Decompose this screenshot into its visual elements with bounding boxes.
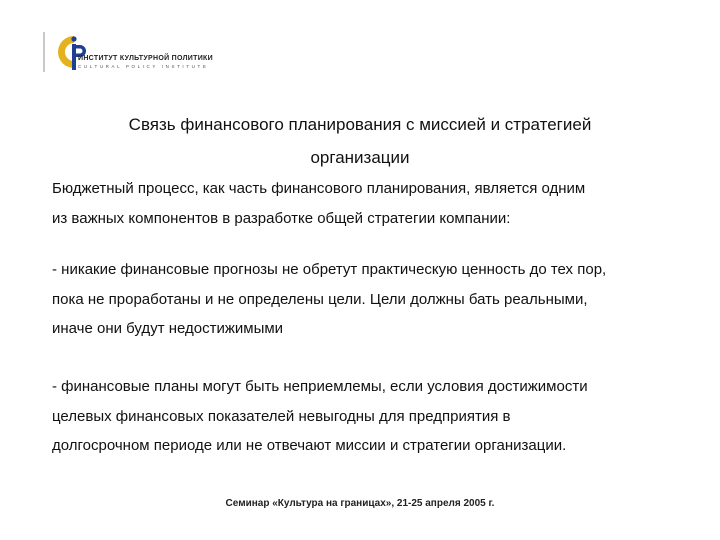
paragraph-intro	[52, 174, 702, 233]
logo-c-shape	[58, 36, 74, 68]
logo-i-stem	[72, 44, 76, 70]
logo-divider	[43, 32, 45, 72]
slide-title-line-2: организации	[310, 148, 410, 167]
slide-title-line-1: Связь финансового планирования с миссией и стратегией	[128, 115, 592, 134]
paragraph-line: долгосрочном периоде или не отвечают миссии и стратегии организации.	[52, 437, 567, 454]
paragraph-line: иначе они будут недостижимыми	[52, 320, 284, 337]
logo-i-dot	[71, 36, 76, 41]
paragraph-line: - никакие финансовые прогнозы не обретут практическую ценность до тех пор,	[52, 261, 607, 278]
paragraph-line: Бюджетный процесс, как часть финансового планирования, является одним	[52, 180, 586, 197]
logo-subtitle: CULTURAL POLICY INSTITUTE	[78, 64, 209, 69]
paragraph-line: целевых финансовых показателей невыгодны для предприятия в	[52, 407, 511, 425]
footer-seminar: Семинар «Культура на границах», 21-25 апреля 2005 г.	[225, 498, 495, 509]
paragraph-plans	[52, 372, 702, 461]
logo-title: ИНСТИТУТ КУЛЬТУРНОЙ ПОЛИТИКИ	[78, 55, 213, 62]
paragraph-line: - финансовые планы могут быть неприемлемы, если условия достижимости	[52, 378, 588, 395]
paragraph-line: из важных компонентов в разработке общей стратегии компании:	[52, 209, 511, 227]
paragraph-forecasts	[52, 255, 702, 344]
paragraph-line: пока не проработаны и не определены цели. Цели должны бать реальными,	[52, 290, 588, 308]
